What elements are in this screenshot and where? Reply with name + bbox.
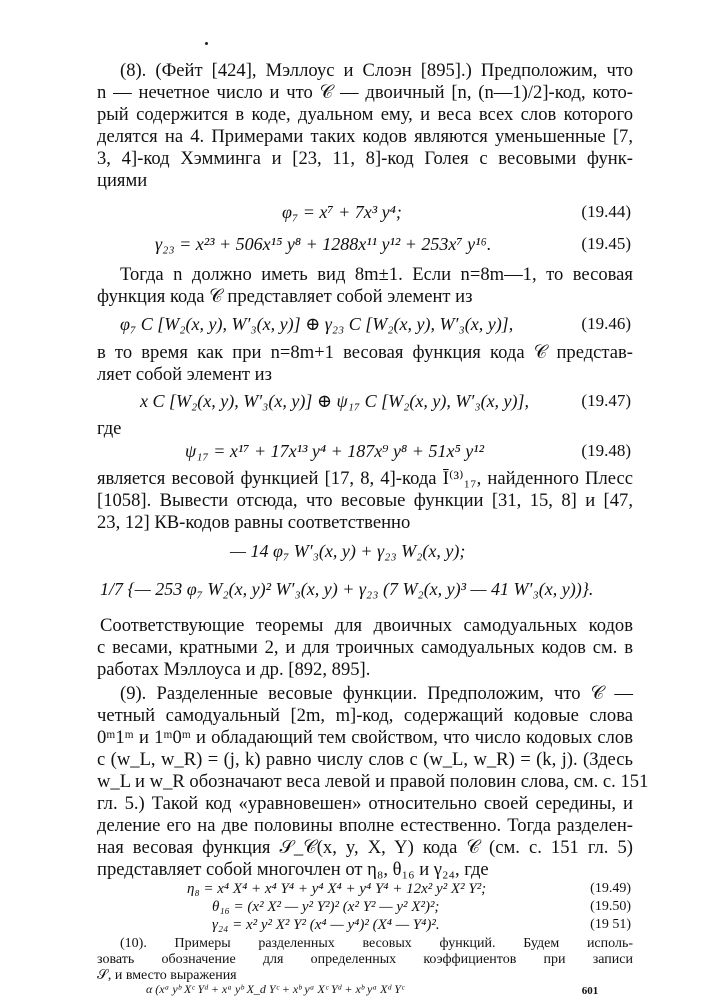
text-line: гл. 5.) Такой код «уравновешен» относительно своей середины, и <box>97 793 633 814</box>
equation-number: (19.48) <box>581 441 631 460</box>
text-line: представляет собой многочлен от η₈, θ₁₆ и γ₂₄, где <box>97 859 489 880</box>
text-line: с весами, кратными 2, и для троичных самодуальных кодов см. в <box>97 637 633 658</box>
text-line: 0ᵐ1ᵐ и 1ᵐ0ᵐ и обладающий тем свойством, что число кодовых слов <box>97 727 633 748</box>
equation-number: (19.50) <box>590 899 631 914</box>
text-line: (10). Примеры разделенных весовых функций. Будем исполь- <box>120 936 633 951</box>
text-line: в то время как при n=8m+1 весовая функция кода 𝒞 представ- <box>97 342 633 363</box>
page-number: 601 <box>581 985 599 997</box>
equation: — 14 φ₇ W′₃(x, y) + γ₂₃ W₂(x, y); <box>230 541 466 561</box>
equation-number: (19.47) <box>581 391 631 410</box>
equation: γ₂₃ = x²³ + 506x¹⁵ y⁸ + 1288x¹¹ y¹² + 253x⁷ y¹⁶. <box>155 234 492 254</box>
text-line: делятся на 4. Примерами таких кодов являются уменьшенные [7, <box>97 126 633 147</box>
text-line: деление его на две половины вполне естественно. Тогда разделен- <box>97 815 633 836</box>
text-line: функция кода 𝒞 представляет собой элемент из <box>97 286 473 307</box>
equation-number: (19.45) <box>581 234 631 253</box>
text-line: n — нечетное число и что 𝒞 — двоичный [n, (n—1)/2]-код, кото- <box>97 82 633 103</box>
equation: ψ₁₇ = x¹⁷ + 17x¹³ y⁴ + 187x⁹ y⁸ + 51x⁵ y¹² <box>185 441 484 461</box>
text-line: 𝒮, и вместо выражения <box>97 968 237 983</box>
equation: φ₇ C [W₂(x, y), W′₃(x, y)] ⊕ γ₂₃ C [W₂(x, y), W′₃(x, y)], <box>120 314 514 334</box>
text-line: ная весовая функция 𝒮_𝒞(x, y, X, Y) кода 𝒞 (см. с. 151 гл. 5) <box>97 837 633 858</box>
text-line: Соответствующие теоремы для двоичных самодуальных кодов <box>100 615 633 636</box>
equation: φ₇ = x⁷ + 7x³ y⁴; <box>282 202 402 222</box>
text-line: с (w_L, w_R) = (j, k) равно числу слов с (w_L, w_R) = (k, j). (Здесь <box>97 749 633 770</box>
text-line: является весовой функцией [17, 8, 4]-кода Ī⁽³⁾₁₇, найденного Плесс <box>97 468 633 489</box>
text-line: зовать обозначение для определенных коэффициентов при записи <box>97 952 633 967</box>
text-line: (9). Разделенные весовые функции. Предположим, что 𝒞 — <box>120 683 633 704</box>
equation: θ₁₆ = (x² X² — y² Y²)² (x² Y² — y² X²)²; <box>212 899 440 915</box>
text-line: w_L и w_R обозначают веса левой и правой половин слова, см. с. 151 <box>97 771 649 792</box>
ink-dot <box>205 42 208 45</box>
equation-number: (19.49) <box>590 881 631 896</box>
text-line: [1058]. Вывести отсюда, что весовые функции [31, 15, 8] и [47, <box>97 490 633 511</box>
equation: α (xᵃ yᵇ Xᶜ Yᵈ + xᵃ yᵇ X_d Yᶜ + xᵇ yᵃ Xᶜ Yᵈ + xᵇ yᵃ Xᵈ Yᶜ <box>146 982 405 996</box>
text-line: четный самодуальный [2m, m]-код, содержащий кодовые слова <box>97 705 633 726</box>
text-line: где <box>97 418 122 439</box>
equation-number: (19.44) <box>581 202 631 221</box>
text-line: 3, 4]-код Хэмминга и [23, 11, 8]-код Голея с весовыми функ- <box>97 148 633 169</box>
text-line: Тогда n должно иметь вид 8m±1. Если n=8m—1, то весовая <box>120 264 633 285</box>
equation: γ₂₄ = x² y² X² Y² (x⁴ — y⁴)² (X⁴ — Y⁴)². <box>212 917 440 933</box>
equation-number: (19 51) <box>590 917 631 932</box>
text-line: ляет собой элемент из <box>97 364 272 385</box>
text-line: работах Мэллоуса и др. [892, 895]. <box>97 659 371 680</box>
text-line: рый содержится в коде, дуальном ему, и веса всех слов которого <box>97 104 633 125</box>
text-line: 23, 12] КВ-кодов равны соответственно <box>97 512 411 533</box>
equation: 1/7 {— 253 φ₇ W₂(x, y)² W′₃(x, y) + γ₂₃ (7 W₂(x, y)³ — 41 W′₃(x, y))}. <box>100 579 594 599</box>
text-line: (8). (Фейт [424], Мэллоус и Слоэн [895].) Предположим, что <box>120 60 633 81</box>
text-line: циями <box>97 170 148 191</box>
equation: η₈ = x⁴ X⁴ + x⁴ Y⁴ + y⁴ X⁴ + y⁴ Y⁴ + 12x² y² X² Y²; <box>187 881 487 897</box>
equation-number: (19.46) <box>581 314 631 333</box>
equation: x C [W₂(x, y), W′₃(x, y)] ⊕ ψ₁₇ C [W₂(x, y), W′₃(x, y)], <box>140 391 530 411</box>
